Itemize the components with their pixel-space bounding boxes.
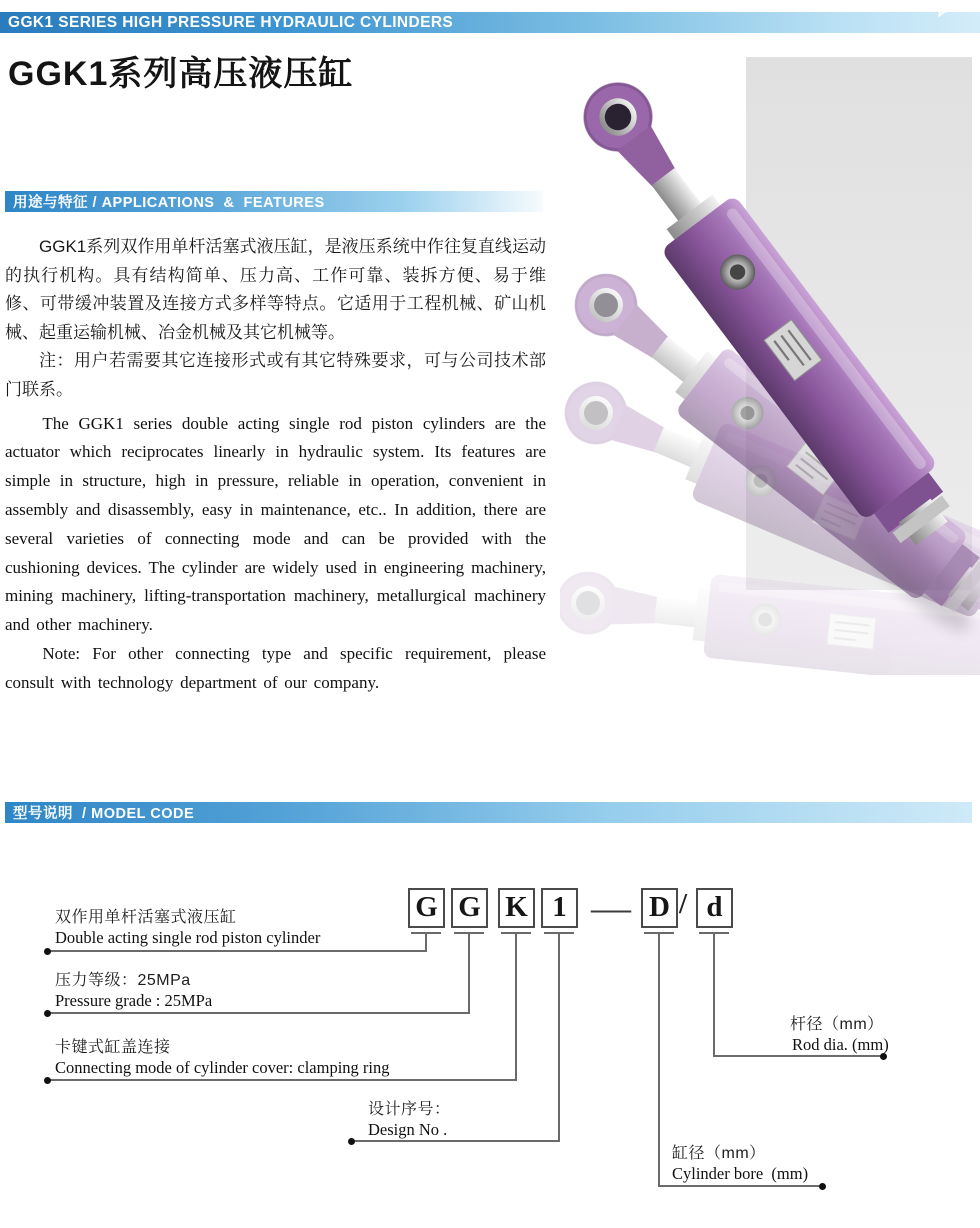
- connector-dot: [348, 1138, 355, 1145]
- connector-dot: [44, 1077, 51, 1084]
- applications-section-header: [5, 191, 543, 212]
- model-code-section-header: [5, 802, 972, 823]
- model-code-box-d-lower: d: [696, 888, 733, 928]
- applications-paragraph-zh: GGK1系列双作用单杆活塞式液压缸，是液压系统中作往复直线运动的执行机构。具有结构简单、压力高、工作可靠、装拆方便、易于维修、可带缓冲装置及连接方式多样等特点。它适用于工程机械、矿山机械、起重运输机械、冶金机械及其它机械等。: [5, 237, 546, 342]
- connector-dot: [819, 1183, 826, 1190]
- connector-line: [515, 934, 517, 1081]
- label-design-no-en: Design No .: [368, 1120, 448, 1139]
- label-rod-dia-zh: 杆径（mm）: [790, 1016, 884, 1033]
- connector-line: [48, 1012, 470, 1014]
- connector-line: [713, 934, 715, 1057]
- connector-line: [658, 934, 660, 1187]
- model-code-box-k: K: [498, 888, 535, 928]
- applications-heading-text: 用途与特征 / APPLICATIONS & FEATURES: [13, 195, 325, 211]
- applications-text-column: [5, 233, 546, 698]
- model-code-box-d-upper: D: [641, 888, 678, 928]
- applications-paragraph-en: The GGK1 series double acting single rod piston cylinders are the actuator which reciprocates linearly in hydraulic system. Its features are simple in structure, high in pressure, reliable in operation, convenient in assembly and disassembly, easy in maintenance, etc.. In addition, there are several varieties of connecting mode and can be provided with the cushioning devices. The cylinder are widely used in engineering machinery, mining machinery, lifting-transportation machinery, metallurgical machinery and other machinery.: [5, 413, 546, 635]
- connector-line: [558, 934, 560, 1142]
- connector-line: [48, 950, 427, 952]
- page-header-title: GGK1 SERIES HIGH PRESSURE HYDRAULIC CYLINDERS: [8, 13, 454, 31]
- label-cylinder-bore-zh: 缸径（mm）: [672, 1145, 766, 1162]
- label-rod-dia-en: Rod dia. (mm): [792, 1035, 889, 1054]
- connector-dot: [44, 1010, 51, 1017]
- applications-note-zh: 注：用户若需要其它连接形式或有其它特殊要求，可与公司技术部门联系。: [5, 351, 546, 399]
- model-code-box-g1: G: [408, 888, 445, 928]
- label-clamping-ring-zh: 卡键式缸盖连接: [55, 1039, 171, 1056]
- product-photo: [560, 55, 980, 675]
- model-code-box-1: 1: [541, 888, 578, 928]
- hydraulic-cylinder-illustration: [560, 55, 980, 675]
- model-code-heading-text: 型号说明 / MODEL CODE: [13, 806, 195, 822]
- connector-dot: [44, 948, 51, 955]
- model-code-slash: /: [679, 888, 688, 920]
- label-pressure-grade-en: Pressure grade : 25MPa: [55, 991, 213, 1010]
- page-title: GGK1系列高压液压缸: [8, 55, 354, 93]
- label-clamping-ring-en: Connecting mode of cylinder cover: clamping ring: [55, 1058, 390, 1077]
- model-code-box-g2: G: [451, 888, 488, 928]
- label-pressure-grade-zh: 压力等级：25MPa: [55, 972, 191, 989]
- label-double-acting-en: Double acting single rod piston cylinder: [55, 928, 321, 947]
- page-header-bar: [0, 12, 980, 33]
- label-design-no-zh: 设计序号：: [368, 1101, 451, 1118]
- label-cylinder-bore-en: Cylinder bore (mm): [672, 1164, 809, 1183]
- connector-line: [48, 1079, 517, 1081]
- model-code-dash: —: [591, 885, 631, 930]
- connector-line: [352, 1140, 560, 1142]
- applications-note-en: Note: For other connecting type and specific requirement, please consult with technology department of our company.: [5, 643, 546, 692]
- connector-line: [468, 934, 470, 1014]
- connector-line: [658, 1185, 822, 1187]
- corner-flag-icon: [938, 3, 954, 18]
- label-double-acting-zh: 双作用单杆活塞式液压缸: [55, 909, 237, 926]
- connector-line: [713, 1055, 883, 1057]
